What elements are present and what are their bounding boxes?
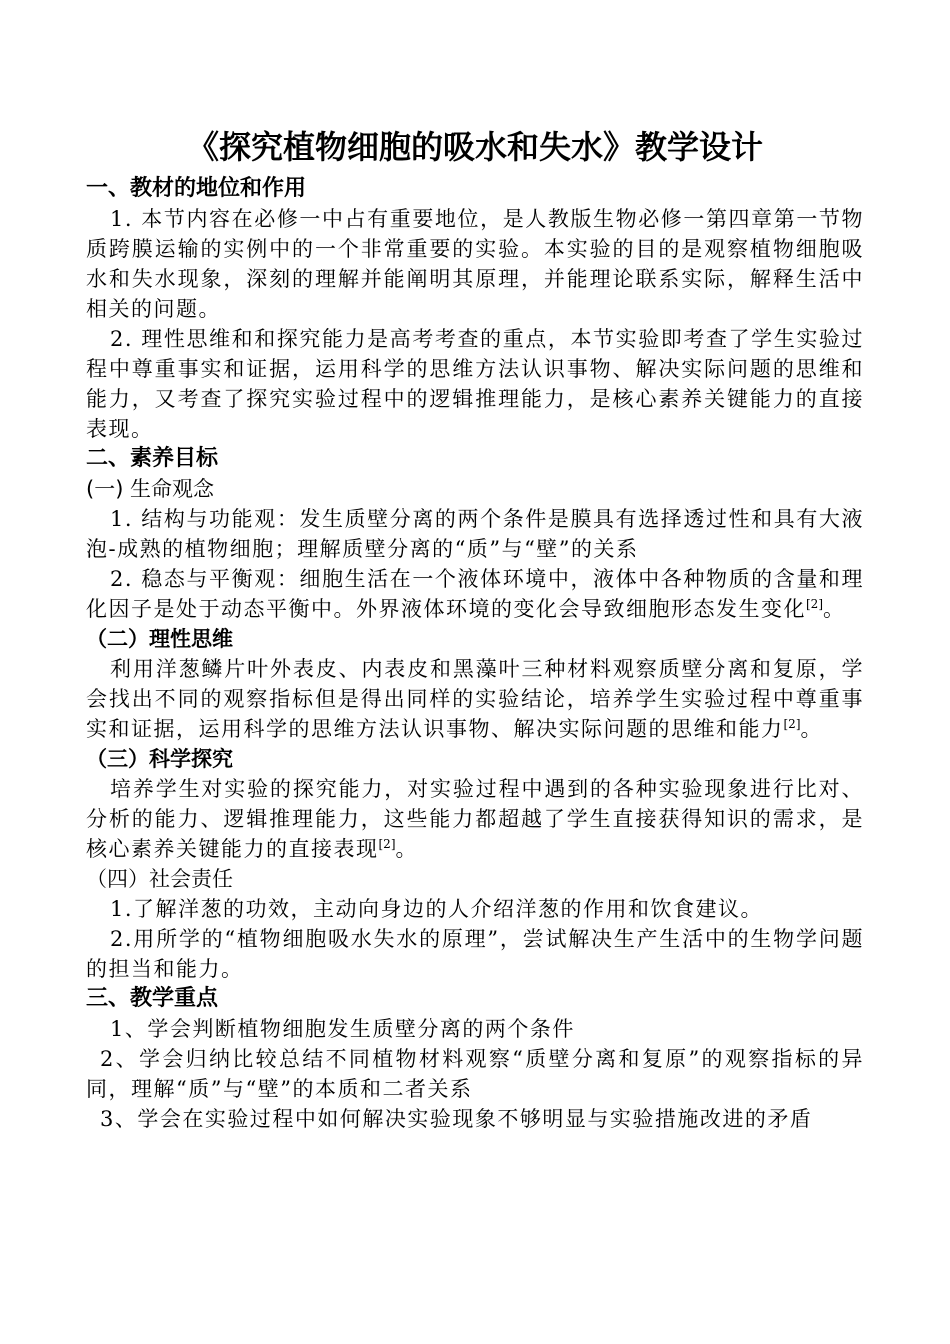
section-heading-1: 一、教材的地位和作用 — [86, 176, 307, 201]
citation-ref: [2] — [806, 597, 823, 611]
section-heading-3: 三、教学重点 — [86, 986, 219, 1011]
paragraph: 1. 本节内容在必修一中占有重要地位，是人教版生物必修一第四章第一节物质跨膜运输的实例中的一个非常重要的实验。本实验的目的是观察植物细胞吸水和失水现象，深刻的理解并能阐明其原理，并能理论联系实际，解释生活中相关的问题。 — [86, 207, 864, 321]
paragraph-end: 。 — [395, 837, 418, 861]
paragraph: 2. 理性思维和和探究能力是高考考查的重点，本节实验即考查了学生实验过程中尊重事实和证据，运用科学的思维方法认识事物、解决实际问题的思维和能力，又考查了探究实验过程中的逻辑推理能力，是核心素养关键能力的直接表现。 — [86, 327, 864, 441]
subsection-heading: （四）社会责任 — [86, 867, 233, 891]
paragraph — [86, 774, 864, 864]
paragraph — [86, 564, 864, 624]
list-item: 1、学会判断植物细胞发生质壁分离的两个条件 — [110, 1017, 575, 1041]
paragraph-text: 2. 稳态与平衡观：细胞生活在一个液体环境中，液体中各种物质的含量和理化因子是处于动态平衡中。外界液体环境的变化会导致细胞形态发生变化 — [86, 567, 864, 621]
document-title: 《探究植物细胞的吸水和失水》教学设计 — [186, 128, 763, 166]
list-item: 2、学会归纳比较总结不同植物材料观察“质壁分离和复原”的观察指标的异同，理解“质”与“壁”的本质和二者关系 — [86, 1047, 864, 1101]
paragraph-end: 。 — [823, 597, 846, 621]
paragraph: 2.用所学的“植物细胞吸水失水的原理”，尝试解决生产生活中的生物学问题的担当和能力。 — [86, 927, 864, 981]
paragraph: 1. 结构与功能观：发生质壁分离的两个条件是膜具有选择透过性和具有大液泡-成熟的植物细胞；理解质壁分离的“质”与“壁”的关系 — [86, 507, 864, 561]
paragraph-text: 培养学生对实验的探究能力，对实验过程中遇到的各种实验现象进行比对、分析的能力、逻辑推理能力，这些能力都超越了学生直接获得知识的需求，是核心素养关键能力的直接表现 — [86, 777, 864, 861]
document-page — [86, 120, 864, 1134]
paragraph-text: 利用洋葱鳞片叶外表皮、内表皮和黑藻叶三种材料观察质壁分离和复原，学会找出不同的观察指标但是得出同样的实验结论，培养学生实验过程中尊重事实和证据，运用科学的思维方法认识事物、解决实际问题的思维和能力 — [86, 657, 864, 741]
section-heading-2: 二、素养目标 — [86, 446, 219, 471]
citation-ref: [2] — [378, 837, 396, 851]
subsection-heading: （三）科学探究 — [86, 747, 233, 771]
paragraph — [86, 654, 864, 744]
subsection-heading: （二）理性思维 — [86, 627, 233, 651]
paragraph-end: 。 — [800, 717, 823, 741]
list-item: 3、学会在实验过程中如何解决实验现象不够明显与实验措施改进的矛盾 — [100, 1107, 813, 1131]
citation-ref: [2] — [783, 717, 801, 731]
paragraph: 1.了解洋葱的功效，主动向身边的人介绍洋葱的作用和饮食建议。 — [110, 897, 764, 921]
subsection-heading: (一) 生命观念 — [86, 477, 215, 501]
